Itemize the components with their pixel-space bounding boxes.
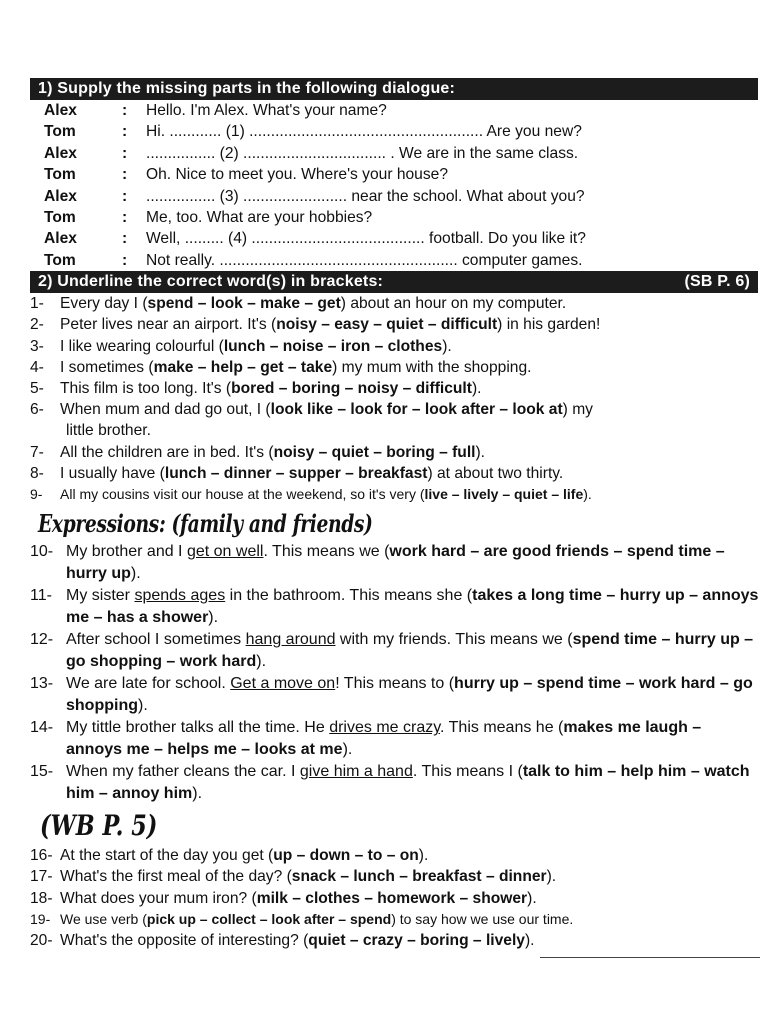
question-number: 4- — [30, 358, 44, 376]
word-options[interactable]: live – lively – quiet – life — [424, 486, 584, 503]
question-number: 15- — [30, 763, 54, 781]
question-text: All my cousins visit our house at the weekend, so it's very (live – lively – quiet – life). — [60, 486, 592, 503]
underlined-phrase: Get a move on — [230, 675, 336, 693]
question-number: 12- — [30, 631, 54, 649]
section2-page-ref: (SB P. 6) — [684, 273, 750, 291]
speaker: Alex — [44, 102, 77, 119]
question-number: 10- — [30, 543, 54, 561]
question-number: 19- — [30, 910, 51, 927]
question-text: What's the first meal of the day? (snack – lunch – breakfast – dinner). — [60, 868, 557, 886]
dialogue-line — [30, 250, 760, 271]
question-text: We are late for school. Get a move on! This means to (hurry up – spend time – work hard – go shopping). — [66, 675, 753, 715]
question-text: At the start of the day you get (up – down – to – on). — [60, 847, 429, 865]
word-options[interactable]: noisy – quiet – boring – full — [273, 443, 476, 461]
word-options[interactable]: takes a long time – hurry up – annoys me – has a shower — [66, 587, 759, 627]
question-number: 2- — [30, 316, 44, 334]
question-text: What does your mum iron? (milk – clothes – homework – shower). — [60, 889, 537, 907]
expression-item — [30, 541, 760, 585]
question-item — [30, 293, 760, 314]
dialogue-line — [30, 207, 760, 228]
dialogue-text: Hi. ............ (1) ...................................................... Are you new? — [146, 123, 582, 141]
question-number: 6- — [30, 401, 44, 419]
expression-item — [30, 717, 760, 761]
speaker: Alex — [44, 230, 77, 248]
dialogue-text: Hello. I'm Alex. What's your name? — [146, 102, 387, 119]
colon: : — [122, 209, 128, 227]
dialogue-text: ................ (3) ........................ near the school. What about you? — [146, 187, 585, 205]
section1-heading: 1) Supply the missing parts in the following dialogue: — [38, 80, 456, 97]
question-item — [30, 336, 760, 357]
dialogue-text: Not really. ....................................................... computer games. — [146, 251, 583, 269]
question-text: I usually have (lunch – dinner – supper – breakfast) at about two thirty. — [60, 464, 564, 482]
word-options[interactable]: makes me laugh – annoys me – helps me – looks at me — [66, 719, 702, 759]
footer-rule — [540, 957, 760, 958]
dialogue-line — [30, 143, 760, 164]
question-item — [30, 314, 760, 335]
question-item — [30, 484, 760, 505]
expression-item — [30, 629, 760, 673]
section2-heading: 2) Underline the correct word(s) in brackets: — [38, 273, 384, 291]
underlined-phrase: get on well — [186, 543, 264, 561]
colon: : — [122, 102, 128, 119]
section2-list — [30, 293, 760, 505]
word-options[interactable]: make – help – get – take — [153, 358, 333, 376]
question-text: Peter lives near an airport. It's (noisy – easy – quiet – difficult) in his garden! — [60, 316, 601, 334]
question-number: 11- — [30, 587, 52, 605]
question-number: 16- — [30, 847, 53, 865]
word-options[interactable]: noisy – easy – quiet – difficult — [276, 316, 498, 334]
question-number: 7- — [30, 443, 44, 461]
expressions-list — [30, 541, 760, 805]
word-options[interactable]: up – down – to – on — [273, 847, 419, 865]
question-item — [30, 463, 760, 484]
question-text: My sister spends ages in the bathroom. This means she (takes a long time – hurry up – annoys me – has a shower). — [66, 587, 759, 627]
question-text: I like wearing colourful (lunch – noise – iron – clothes). — [60, 337, 452, 355]
expressions-title: Expressions: (family and friends) — [38, 509, 373, 539]
question-text: My tittle brother talks all the time. He drives me crazy. This means he (makes me laugh – annoys me – helps me – looks at me). — [66, 719, 702, 759]
question-number: 3- — [30, 337, 44, 355]
question-number: 5- — [30, 380, 44, 398]
question-item — [30, 442, 760, 463]
question-item — [30, 930, 760, 951]
speaker: Alex — [44, 144, 77, 162]
word-options[interactable]: bored – boring – noisy – difficult — [231, 380, 472, 398]
speaker: Tom — [44, 166, 76, 184]
question-number: 17- — [30, 868, 53, 886]
question-text: Every day I (spend – look – make – get) about an hour on my computer. — [60, 295, 567, 313]
question-text: When my father cleans the car. I give him a hand. This means I (talk to him – help him – watch him – annoy him). — [66, 763, 750, 803]
word-options[interactable]: milk – clothes – homework – shower — [256, 889, 528, 907]
colon: : — [122, 166, 128, 184]
dialogue-line — [30, 100, 760, 121]
word-options[interactable]: spend – look – make – get — [147, 295, 341, 313]
question-item — [30, 378, 760, 399]
word-options[interactable]: work hard – are good friends – spend time – hurry up — [66, 543, 725, 583]
underlined-phrase: hang around — [245, 631, 336, 649]
expression-item — [30, 585, 760, 629]
colon: : — [122, 230, 128, 248]
question-text: All the children are in bed. It's (noisy – quiet – boring – full). — [60, 443, 486, 461]
word-options[interactable]: talk to him – help him – watch him – annoy him — [66, 763, 750, 803]
word-options[interactable]: look like – look for – look after – look at — [270, 401, 563, 419]
colon: : — [122, 251, 128, 269]
word-options[interactable]: lunch – dinner – supper – breakfast — [164, 464, 428, 482]
underlined-phrase: spends ages — [134, 587, 226, 605]
word-options[interactable]: pick up – collect – look after – spend — [146, 910, 392, 927]
question-item — [30, 888, 760, 909]
dialogue-line — [30, 121, 760, 142]
dialogue-line — [30, 228, 760, 249]
question-text: We use verb (pick up – collect – look after – spend) to say how we use our time. — [60, 910, 574, 927]
dialogue-text: ................ (2) ................................. . We are in the same class. — [146, 144, 579, 162]
speaker: Tom — [44, 251, 76, 269]
section2-heading-bar — [30, 271, 758, 293]
question-number: 8- — [30, 464, 44, 482]
question-item — [30, 909, 760, 930]
expression-item — [30, 761, 760, 805]
question-text: When mum and dad go out, I (look like – look for – look after – look at) my — [60, 401, 593, 419]
question-item — [30, 866, 760, 887]
workbook-list — [30, 845, 760, 951]
workbook-title: (WB P. 5) — [40, 809, 158, 843]
dialogue — [30, 100, 760, 271]
speaker: Tom — [44, 209, 76, 227]
question-number: 9- — [30, 486, 43, 503]
colon: : — [122, 123, 128, 141]
word-options[interactable]: quiet – crazy – boring – lively — [308, 932, 525, 950]
speaker: Alex — [44, 187, 77, 205]
question-number: 14- — [30, 719, 54, 737]
dialogue-text: Me, too. What are your hobbies? — [146, 209, 373, 227]
question-text: I sometimes (make – help – get – take) my mum with the shopping. — [60, 358, 532, 376]
question-text: This film is too long. It's (bored – boring – noisy – difficult). — [60, 380, 482, 398]
dialogue-text: Well, ......... (4) ........................................ football. Do you like it? — [146, 230, 586, 248]
word-options[interactable]: hurry up – spend time – work hard – go shopping — [66, 675, 753, 715]
word-options[interactable]: snack – lunch – breakfast – dinner — [291, 868, 547, 886]
question-item — [30, 357, 760, 378]
question-number: 1- — [30, 295, 44, 313]
question-item — [30, 845, 760, 866]
question-number: 13- — [30, 675, 54, 693]
question-text: What's the opposite of interesting? (quiet – crazy – boring – lively). — [60, 932, 535, 950]
colon: : — [122, 144, 128, 162]
section1-heading-bar — [30, 78, 758, 100]
question-text: After school I sometimes hang around with my friends. This means we (spend time – hurry up – go shopping – work hard). — [66, 631, 754, 671]
dialogue-line — [30, 164, 760, 185]
question-number: 20- — [30, 932, 53, 950]
dialogue-text: Oh. Nice to meet you. Where's your house? — [146, 166, 448, 184]
underlined-phrase: drives me crazy — [329, 719, 441, 737]
speaker: Tom — [44, 123, 76, 141]
question-text: My brother and I get on well. This means we (work hard – are good friends – spend time – hurry up). — [66, 543, 725, 583]
expression-item — [30, 673, 760, 717]
question-continuation: little brother. — [66, 422, 151, 440]
dialogue-line — [30, 186, 760, 207]
word-options[interactable]: spend time – hurry up – go shopping – work hard — [66, 631, 754, 671]
underlined-phrase: give him a hand — [299, 763, 413, 781]
question-item — [30, 399, 760, 420]
question-number: 18- — [30, 889, 53, 907]
colon: : — [122, 187, 128, 205]
word-options[interactable]: lunch – noise – iron – clothes — [223, 337, 443, 355]
